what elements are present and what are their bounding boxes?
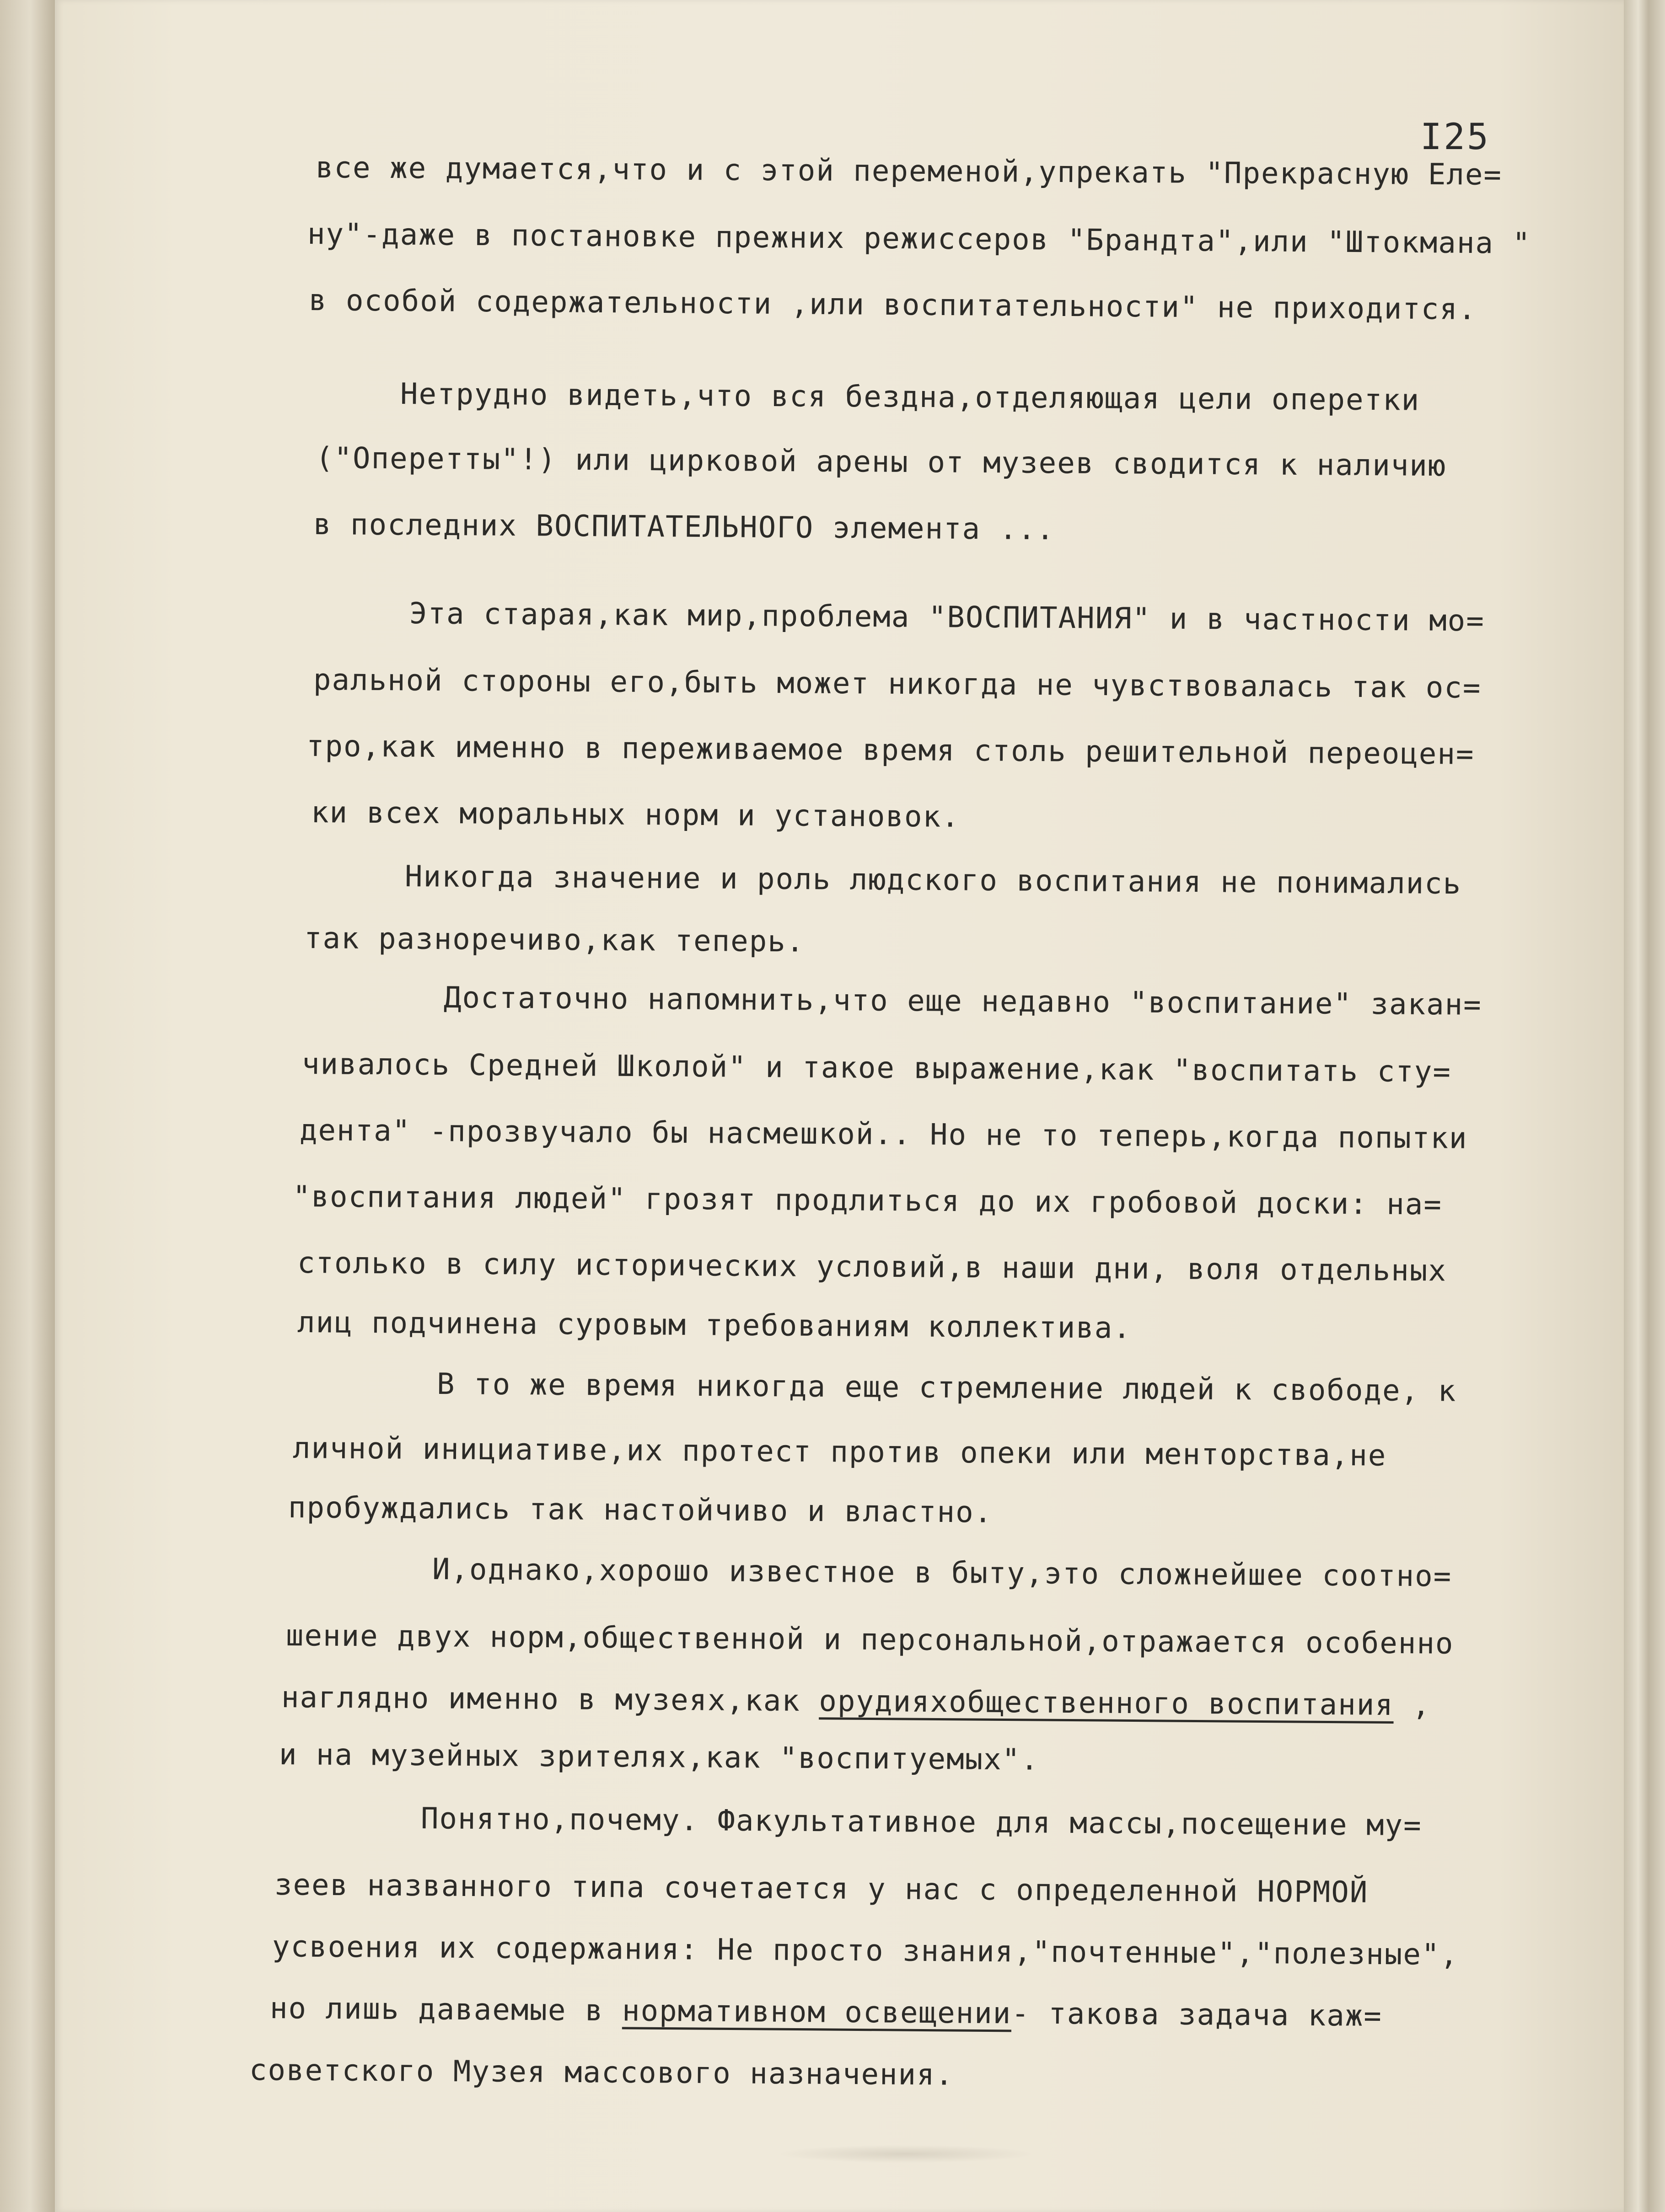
text-line: Понятно,почему. Факультативное для массы,посещение му= — [420, 1802, 1422, 1843]
text-line: Достаточно напомнить,что еще недавно "воспитание" закан= — [443, 981, 1482, 1022]
text-line: Эта старая,как мир,проблема "ВОСПИТАНИЯ" и в частности мо= — [409, 597, 1485, 638]
text-line: зеев названного типа сочетается у нас с определенной НОРМОЙ — [274, 1868, 1369, 1910]
text-line: пробуждались так настойчиво и властно. — [288, 1491, 993, 1530]
text-line: чивалось Средней Школой" и такое выражение,как "воспитать сту= — [301, 1047, 1452, 1089]
text-line: Никогда значение и роль людского воспитания не понимались — [404, 860, 1462, 901]
underlined-phrase: орудияхобщественного воспитания — [819, 1684, 1394, 1722]
paper-smudge — [778, 2145, 1034, 2163]
text-line: Нетрудно видеть,что вся бездна,отделяющая цели оперетки — [400, 377, 1420, 418]
text-line: все же думается,что и с этой переменой,упрекать "Прекрасную Еле= — [315, 151, 1503, 192]
text-line: столько в силу исторических условий,в наши дни, воля отдельных — [297, 1246, 1447, 1288]
text-line: в особой содержательности ,или воспитательности" не приходится. — [308, 284, 1477, 327]
text-line: наглядно именно в музеях,как орудияхобщественного воспитания , — [281, 1681, 1431, 1723]
text-line: но лишь даваемые в нормативном освещении- такова задача каж= — [269, 1992, 1383, 2033]
text-line: ("Оперетты"!) или цирковой арены от музеев сводится к наличию — [315, 441, 1447, 483]
text-line: в последних ВОСПИТАТЕЛЬНОГО элемента ... — [313, 508, 1055, 547]
text-line: ки всех моральных норм и установок. — [311, 796, 960, 834]
text-line: ну"-даже в постановке прежних режиссеров "Брандта",или "Штокмана " — [307, 217, 1531, 261]
text-line: И,однако,хорошо известное в быту,это сложнейшее соотно= — [432, 1553, 1452, 1594]
page-number: I25 — [1420, 117, 1490, 158]
text-line: "воспитания людей" грозят продлиться до их гробовой доски: на= — [292, 1180, 1443, 1222]
underlined-phrase: нормативном освещении — [622, 1994, 1012, 2031]
text-line: и на музейных зрителях,как "воспитуемых". — [279, 1738, 1039, 1777]
text-line: тро,как именно в переживаемое время столь решительной переоцен= — [306, 729, 1475, 771]
text-line: дента" -прозвучало бы насмешкой.. Но не то теперь,когда попытки — [299, 1114, 1468, 1156]
text-line: личной инициативе,их протест против опеки или менторства,не — [292, 1431, 1387, 1473]
text-line: шение двух норм,общественной и персональной,отражается особенно — [285, 1619, 1454, 1661]
text-line: усвоения их содержания: Не просто знания,"почтенные","полезные", — [272, 1930, 1459, 1972]
text-line: В то же время никогда еще стремление людей к свободе, к — [436, 1367, 1457, 1409]
text-line: ральной стороны его,быть может никогда не чувствовалась так ос= — [313, 663, 1482, 705]
text-line: так разноречиво,как теперь. — [304, 921, 805, 959]
text-line: советского Музея массового назначения. — [249, 2053, 954, 2092]
text-line: лиц подчинена суровым требованиям коллектива. — [297, 1306, 1132, 1345]
